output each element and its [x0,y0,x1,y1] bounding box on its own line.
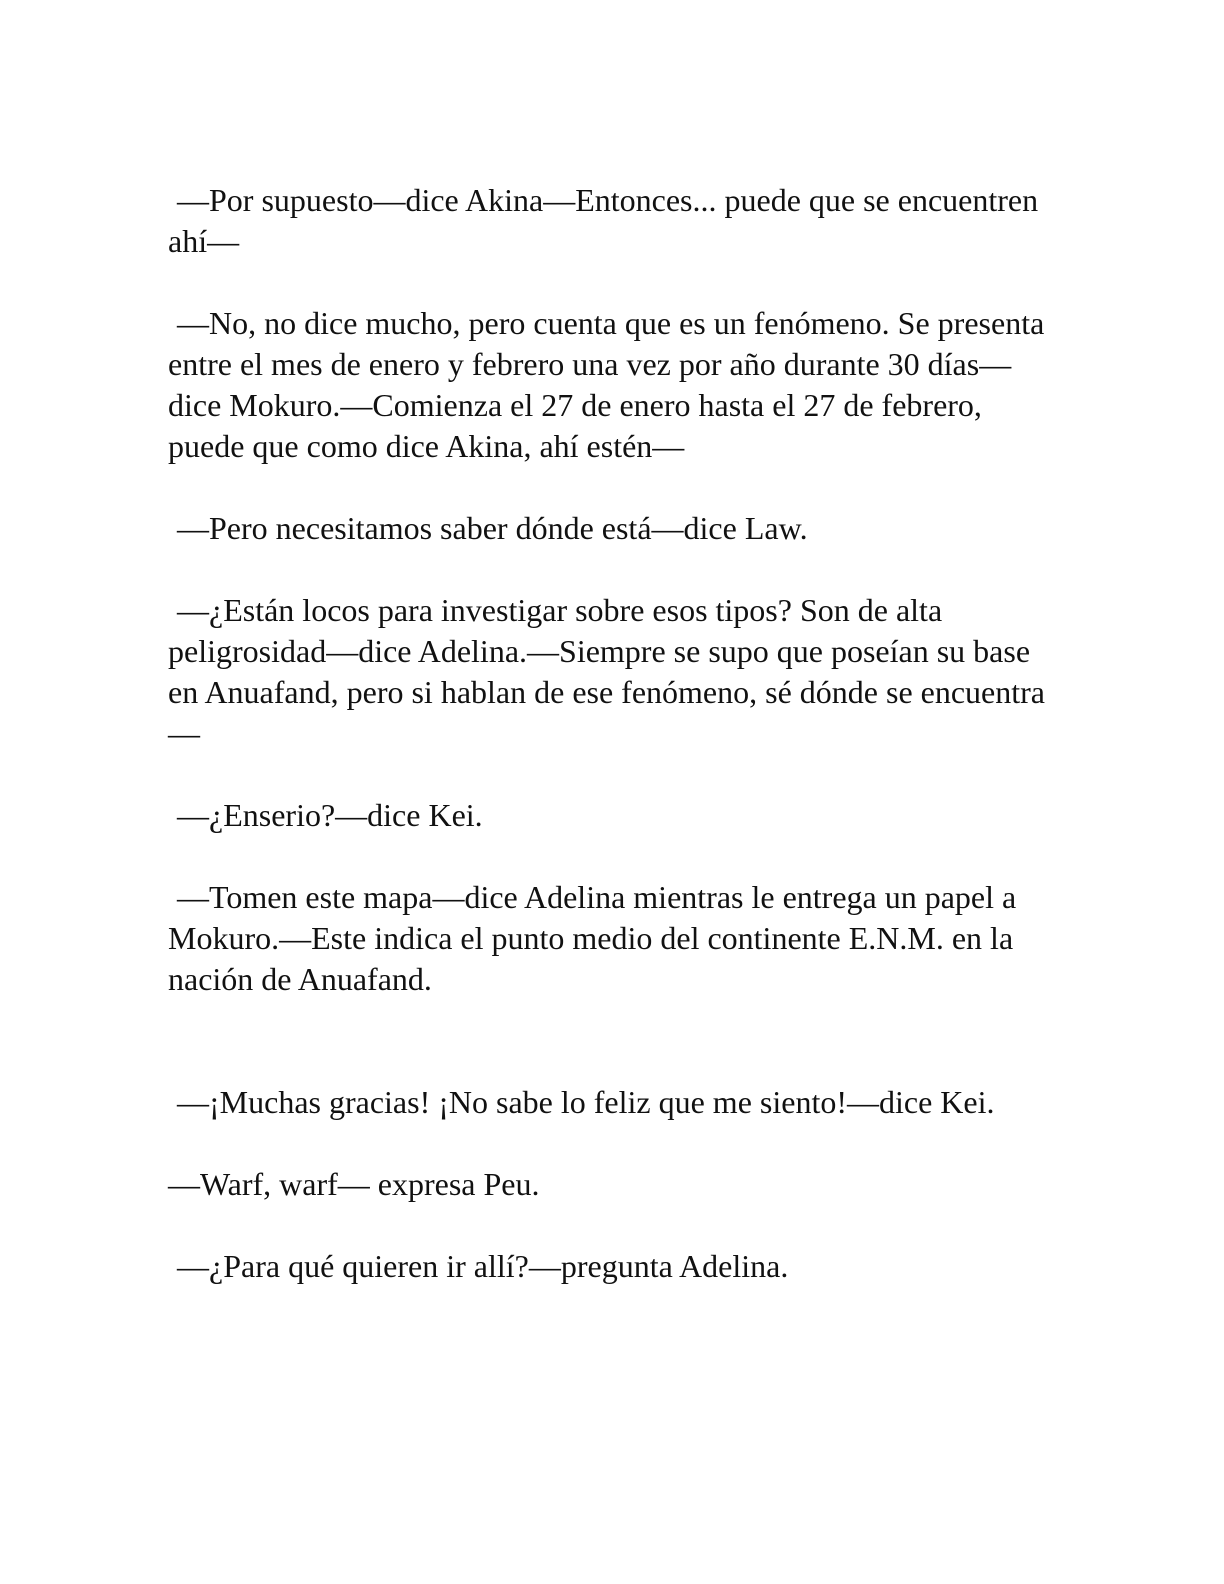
paragraph-peu-warf: —Warf, warf— expresa Peu. [168,1166,540,1202]
paragraph-adelina-pregunta: —¿Para qué quieren ir allí?—pregunta Adelina. [177,1248,789,1284]
paragraph-kei-gracias: —¡Muchas gracias! ¡No sabe lo feliz que me siento!—dice Kei. [177,1084,995,1120]
paragraph-adelina-mapa: —Tomen este mapa—dice Adelina mientras le entrega un papel a Mokuro.—Este indica el punto medio del continente E.N.M. en la nación de Anuafand. [168,879,1017,997]
paragraph-law-donde: —Pero necesitamos saber dónde está—dice Law. [177,510,808,546]
paragraph-mokuro-fenomeno: —No, no dice mucho, pero cuenta que es un fenómeno. Se presenta entre el mes de enero y febrero una vez por año durante 30 días—dice Mokuro.—Comienza el 27 de enero hasta el 27 de febrero, puede que como dice Akina, ahí estén— [168,305,1045,464]
paragraph-kei-enserio: —¿Enserio?—dice Kei. [177,797,483,833]
paragraph-adelina-locos: —¿Están locos para investigar sobre esos tipos? Son de alta peligrosidad—dice Adelina.—Siempre se supo que poseían su base en Anuafand, pero si hablan de ese fenómeno, sé dónde se encuentra— [168,592,1045,751]
body-text [168,180,1048,1328]
paragraph-akina-supuesto: —Por supuesto—dice Akina—Entonces... puede que se encuentren ahí— [168,182,1039,259]
